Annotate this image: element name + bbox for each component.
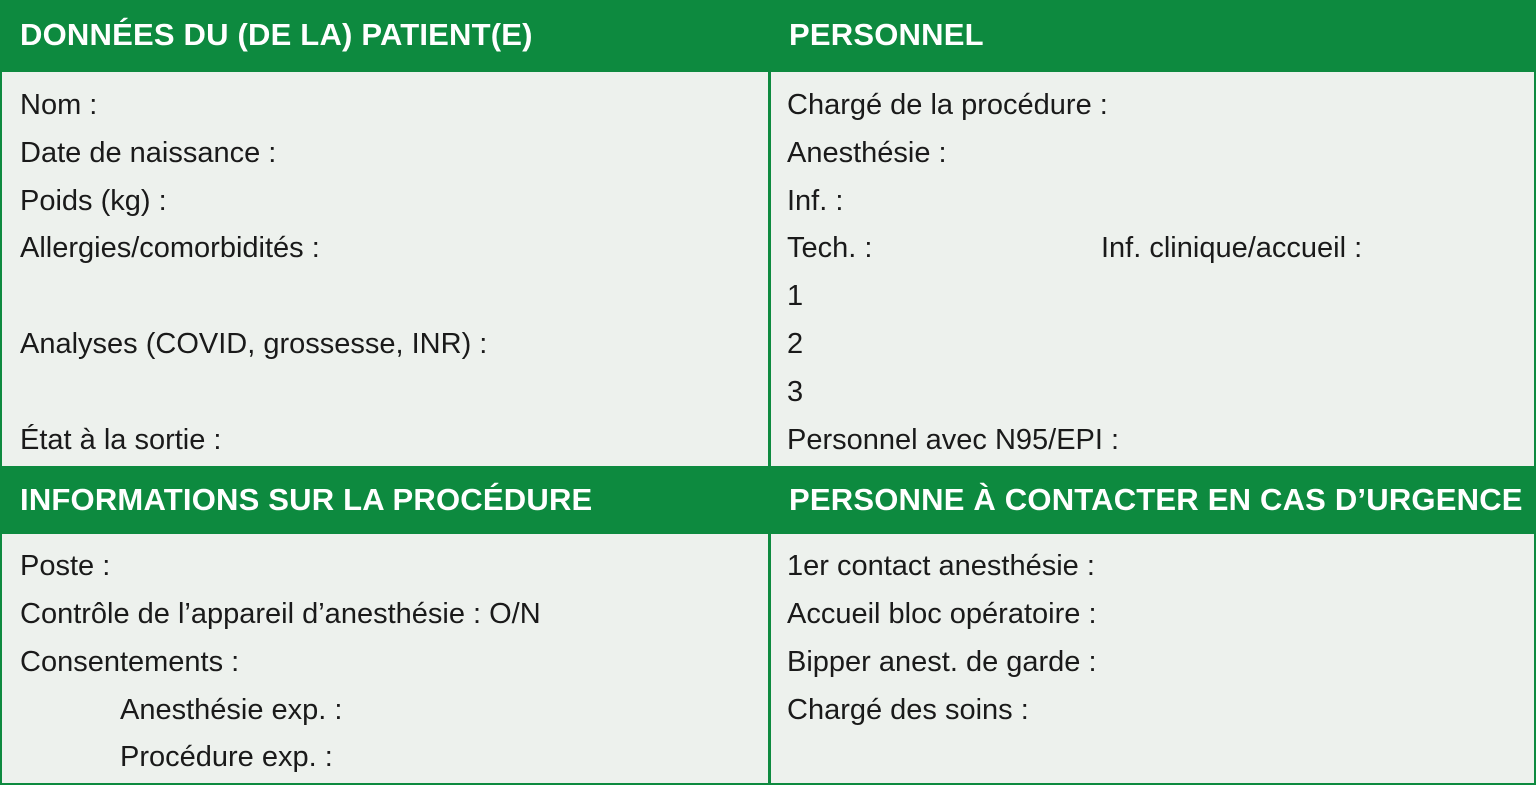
contact-field-charge-nurse: Chargé des soins : (787, 694, 1029, 726)
contact-field-pager: Bipper anest. de garde : (787, 646, 1097, 678)
procedure-field-procedure-consent: Procédure exp. : (120, 741, 333, 773)
personnel-field-n95: Personnel avec N95/EPI : (787, 424, 1120, 456)
personnel-field-clinical-nurse: Inf. clinique/accueil : (1101, 232, 1363, 264)
personnel-field-anesthesia: Anesthésie : (787, 137, 947, 169)
personnel-field-lead: Chargé de la procédure : (787, 89, 1108, 121)
personnel-line-2: 2 (787, 328, 804, 360)
column-divider (768, 2, 771, 783)
patient-field-birthdate: Date de naissance : (20, 137, 277, 169)
patient-header: DONNÉES DU (DE LA) PATIENT(E) (2, 2, 768, 72)
contact-field-or-desk: Accueil bloc opératoire : (787, 598, 1097, 630)
contact-field-anesthesia: 1er contact anesthésie : (787, 550, 1095, 582)
patient-field-discharge: État à la sortie : (20, 424, 222, 456)
procedure-header: INFORMATIONS SUR LA PROCÉDURE (2, 466, 768, 534)
personnel-field-tech: Tech. : (787, 232, 873, 264)
personnel-line-3: 3 (787, 376, 804, 408)
patient-field-analyses: Analyses (COVID, grossesse, INR) : (20, 328, 488, 360)
contact-header: PERSONNE À CONTACTER EN CAS D’URGENCE (771, 466, 1536, 534)
patient-field-name: Nom : (20, 89, 98, 121)
personnel-line-1: 1 (787, 280, 804, 312)
personnel-header: PERSONNEL (771, 2, 1536, 72)
procedure-field-anesthesia-consent: Anesthésie exp. : (120, 694, 343, 726)
procedure-field-station: Poste : (20, 550, 111, 582)
patient-field-weight: Poids (kg) : (20, 185, 167, 217)
procedure-field-consents: Consentements : (20, 646, 240, 678)
procedure-field-machine-check: Contrôle de l’appareil d’anesthésie : O/N (20, 598, 541, 630)
personnel-field-nurse: Inf. : (787, 185, 844, 217)
patient-field-allergies: Allergies/comorbidités : (20, 232, 320, 264)
